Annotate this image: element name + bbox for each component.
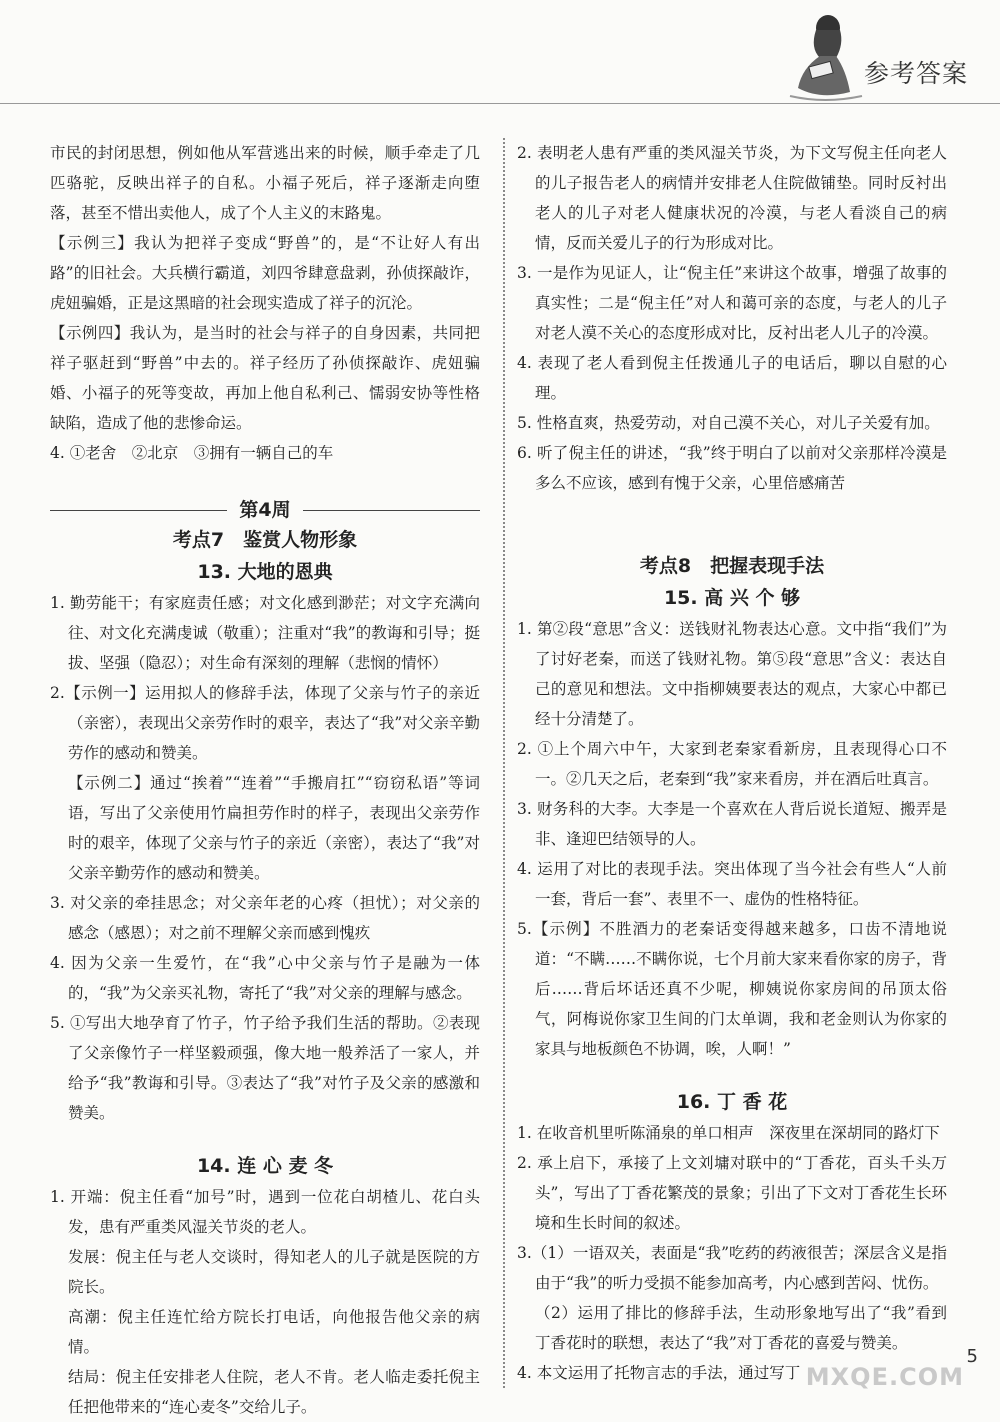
girl-reading-illustration (780, 8, 870, 104)
paragraph: 【示例四】我认为，是当时的社会与祥子的自身因素，共同把祥子驱赶到“野兽”中去的。祥子经历了孙侦探敲诈、虎妞骗婚、小福子的死等变故，再加上他自私利己、懦弱安协等性格缺陷，造成了他的悲惨命运。 (50, 324, 480, 432)
answer-item: 5. ①写出大地孕育了竹子，竹子给予我们生活的帮助。②表现了父亲像竹子一样坚毅顽强，像大地一般养活了一家人，并给予“我”教诲和引导。③表达了“我”对竹子及父亲的感激和赞美。 (50, 1014, 480, 1122)
answer-item: 结局：倪主任安排老人住院，老人不肯。老人临走委托倪主任把他带来的“连心麦冬”交给儿子。 (68, 1368, 480, 1416)
paragraph: 市民的封闭思想，例如他从军营逃出来的时候，顺手牵走了几匹骆驼，反映出祥子的自私。小福子死后，祥子逐渐走向堕落，甚至不惜出卖他人，成了个人主义的末路鬼。 (50, 144, 480, 222)
answer-item: 2. 承上启下，承接了上文刘墉对联中的“丁香花，百头千头万头”，写出了丁香花繁茂的景象；引出了下文对丁香花生长环境和生长时间的叙述。 (517, 1154, 947, 1232)
week-heading: 第4周 (50, 496, 480, 524)
answer-item: 2. 表明老人患有严重的类风湿关节炎，为下文写倪主任向老人的儿子报告老人的病情并安排老人住院做铺垫。同时反衬出老人的儿子对老人健康状况的冷漠，与老人看淡自己的病情，反而关爱儿子的行为形成对比。 (517, 144, 947, 252)
answer-item: 4. 运用了对比的表现手法。突出体现了当今社会有些人“人前一套，背后一套”、表里不一、虚伪的性格特征。 (517, 860, 947, 908)
answer-item: 1. 勤劳能干；有家庭责任感；对文化感到渺茫；对文字充满向往、对文化充满虔诚（敬重）；注重对“我”的教诲和引导；挺拔、坚强（隐忍）；对生命有深刻的理解（悲悯的情怀） (50, 594, 480, 672)
answer-item: 6. 听了倪主任的讲述，“我”终于明白了以前对父亲那样冷漠是多么不应该，感到有愧于父亲，心里倍感痛苦 (517, 444, 947, 492)
answer-item: 3. 一是作为见证人，让“倪主任”来讲这个故事，增强了故事的真实性；二是“倪主任”对人和蔼可亲的态度，与老人的儿子对老人漠不关心的态度形成对比，反衬出老人儿子的冷漠。 (517, 264, 947, 342)
answer-item: 1. 开端：倪主任看“加号”时，遇到一位花白胡楂儿、花白头发，患有严重类风湿关节炎的老人。 (50, 1188, 480, 1236)
answer-item: 3.（1）一语双关，表面是“我”吃药的药液很苦；深层含义是指由于“我”的听力受损不能参加高考，内心感到苦闷、忧伤。 (517, 1244, 947, 1292)
answer-item: 1. 在收音机里听陈涌泉的单口相声 深夜里在深胡同的路灯下 (517, 1124, 940, 1142)
paragraph: 【示例三】我认为把祥子变成“野兽”的，是“不让好人有出路”的旧社会。大兵横行霸道，刘四爷肆意盘剥，孙侦探敲诈，虎妞骗婚，正是这黑暗的社会现实造成了祥子的沉沦。 (50, 234, 480, 312)
left-column (50, 138, 480, 1422)
answer-item: 高潮：倪主任连忙给方院长打电话，向他报告他父亲的病情。 (68, 1308, 480, 1356)
answer-item: 4. ①老舍 ②北京 ③拥有一辆自己的车 (50, 444, 334, 462)
answer-item: 3. 对父亲的牵挂思念；对父亲年老的心疼（担忧）；对父亲的感念（感恩）；对之前不理解父亲而感到愧疚 (50, 894, 480, 942)
answer-item: 1. 第②段“意思”含义：送钱财礼物表达心意。文中指“我们”为了讨好老秦，而送了钱财礼物。第⑤段“意思”含义：表达自己的意见和想法。文中指柳姨要表达的观点，大家心中都已经十分清楚了。 (517, 620, 947, 728)
section-heading: 考点8 把握表现手法 (639, 555, 825, 577)
header-rule (0, 103, 1000, 104)
answer-item: 2.【示例一】运用拟人的修辞手法，体现了父亲与竹子的亲近（亲密），表现出父亲劳作时的艰辛，表达了“我”对父亲辛勤劳作的感动和赞美。 (50, 684, 480, 762)
answer-item: 2. ①上个周六中午，大家到老秦家看新房，且表现得心口不一。②几天之后，老秦到“我”家来看房，并在酒后吐真言。 (517, 740, 947, 788)
answer-item: 5.【示例】不胜酒力的老秦话变得越来越多，口齿不清地说道：“不瞒……不瞒你说，七个月前大家来看你家的房子，背后……背后坏话还真不少呢，柳姨说你家房间的吊顶太俗气，阿梅说你家卫生间的门太单调，我和老金则认为你家的家具与地板颜色不协调，唉，人啊！” (517, 920, 947, 1058)
answer-item: 4. 表现了老人看到倪主任拨通儿子的电话后，聊以自慰的心理。 (517, 354, 947, 402)
article-title: 15. 高 兴 个 够 (663, 587, 801, 609)
page-header (0, 0, 1000, 120)
answer-item: 发展：倪主任与老人交谈时，得知老人的儿子就是医院的方院长。 (68, 1248, 480, 1296)
answer-item: 4. 本文运用了托物言志的手法，通过写丁 (517, 1364, 801, 1382)
answer-item: （2）运用了排比的修辞手法，生动形象地写出了“我”看到丁香花时的联想，表达了“我”对丁香花的喜爱与赞美。 (535, 1304, 947, 1352)
answer-item: 3. 财务科的大李。大李是一个喜欢在人背后说长道短、搬弄是非、逢迎巴结领导的人。 (517, 800, 947, 848)
answer-item: 4. 因为父亲一生爱竹，在“我”心中父亲与竹子是融为一体的，“我”为父亲买礼物，寄托了“我”对父亲的理解与感念。 (50, 954, 480, 1002)
page-number: 5 (966, 1346, 978, 1367)
section-heading: 考点7 鉴赏人物形象 (172, 529, 358, 551)
column-divider (503, 138, 505, 1388)
article-title: 13. 大地的恩典 (197, 561, 333, 583)
article-title: 16. 丁 香 花 (676, 1091, 788, 1113)
watermark-logo: MXQE.COM (805, 1363, 964, 1391)
header-title: 参考答案 (863, 59, 968, 88)
answer-item: 【示例二】通过“挨着”“连着”“手搬肩扛”“窃窃私语”等词语，写出了父亲使用竹扁担劳作时的样子，表现出父亲劳作时的艰辛，体现了父亲与竹子的亲近（亲密），表达了“我”对父亲辛勤劳作的感动和赞美。 (68, 774, 480, 882)
right-column (517, 138, 947, 1388)
answer-item: 5. 性格直爽，热爱劳动，对自己漠不关心，对儿子关爱有加。 (517, 414, 940, 432)
article-title: 14. 连 心 麦 冬 (196, 1155, 334, 1177)
